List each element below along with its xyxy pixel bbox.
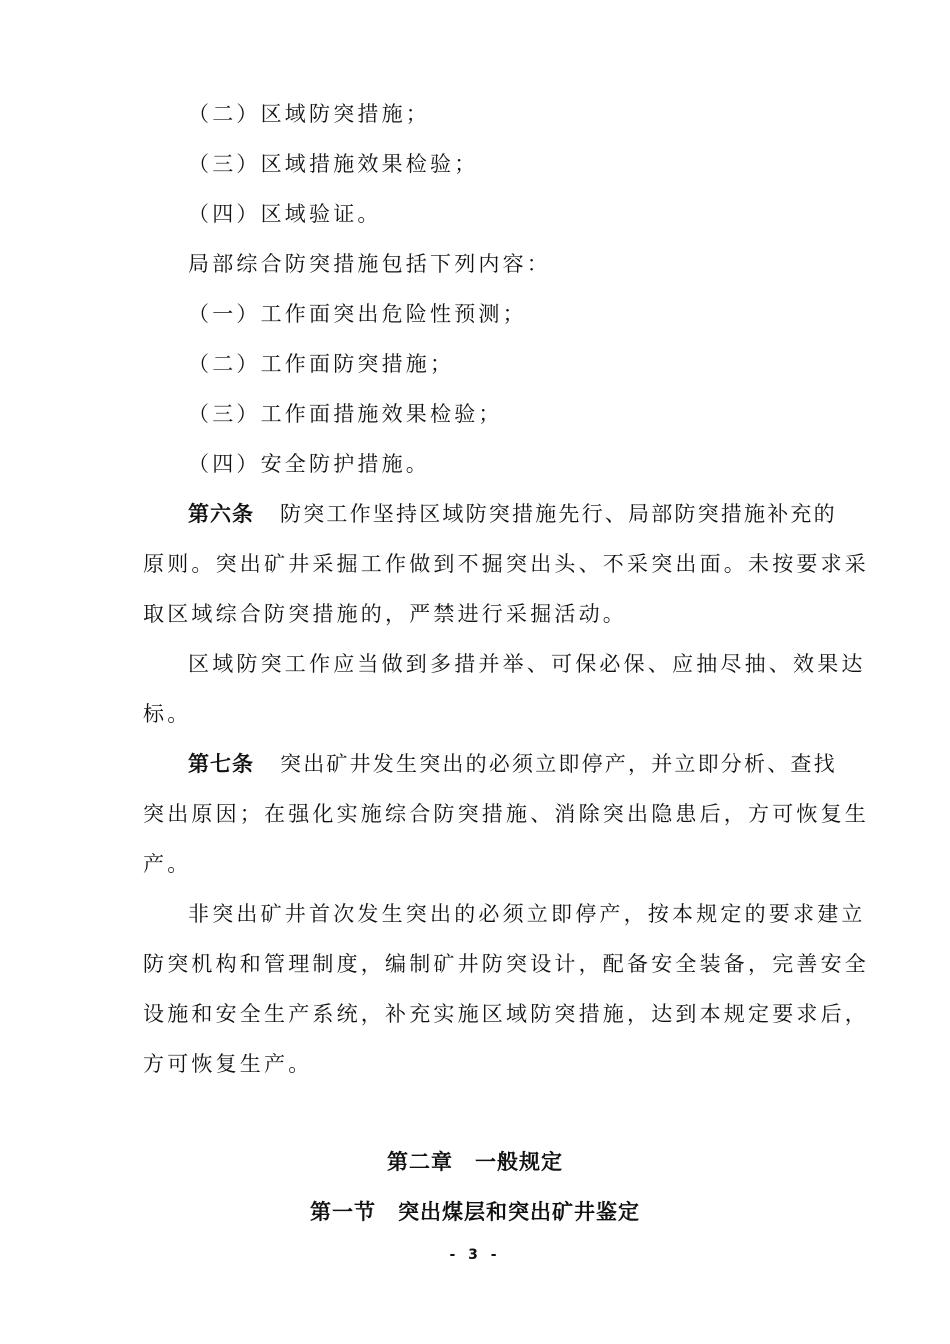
- article-7-label: 第七条: [188, 752, 254, 776]
- local-measures-intro: 局部综合防突措施包括下列内容：: [188, 252, 551, 276]
- article-7-para2-line1: 非突出矿井首次发生突出的必须立即停产，按本规定的要求建立: [188, 902, 866, 926]
- article-7-first-line: [188, 749, 837, 779]
- list-item-face-prediction: （一）工作面突出危险性预测；: [188, 302, 527, 326]
- article-7-para2-line3: 设施和安全生产系统，补充实施区域防突措施，达到本规定要求后，: [143, 1002, 869, 1026]
- section-title: 第一节 突出煤层和突出矿井鉴定: [310, 1200, 640, 1224]
- list-item-safety-protection: （四）安全防护措施。: [188, 452, 430, 476]
- list-item-face-effect-check: （三）工作面措施效果检验；: [188, 402, 503, 426]
- article-7-para2-line4: 方可恢复生产。: [143, 1052, 313, 1076]
- article-6-text-3: 取区域综合防突措施的，严禁进行采掘活动。: [143, 602, 627, 626]
- list-item-area-verification: （四）区域验证。: [188, 202, 382, 226]
- article-6-para2-line1: 区域防突工作应当做到多措并举、可保必保、应抽尽抽、效果达: [188, 652, 866, 676]
- article-6-text-1: 防突工作坚持区域防突措施先行、局部防突措施补充的: [280, 502, 837, 526]
- article-6-text-2: 原则。突出矿井采掘工作做到不掘突出头、不采突出面。未按要求采: [143, 552, 869, 576]
- article-6-first-line: [188, 499, 837, 529]
- article-6-label: 第六条: [188, 502, 254, 526]
- page-number: - 3 -: [449, 1247, 501, 1263]
- article-6-para2-line2: 标。: [143, 702, 192, 726]
- article-7-text-1: 突出矿井发生突出的必须立即停产，并立即分析、查找: [280, 752, 837, 776]
- list-item-area-effect-check: （三）区域措施效果检验；: [188, 152, 479, 176]
- chapter-title: 第二章 一般规定: [387, 1150, 563, 1174]
- article-7-para2-line2: 防突机构和管理制度，编制矿井防突设计，配备安全装备，完善安全: [143, 952, 869, 976]
- article-7-text-2: 突出原因；在强化实施综合防突措施、消除突出隐患后，方可恢复生: [143, 802, 869, 826]
- article-7-text-3: 产。: [143, 852, 192, 876]
- list-item-area-measures: （二）区域防突措施；: [188, 102, 430, 126]
- list-item-face-measures: （二）工作面防突措施；: [188, 352, 455, 376]
